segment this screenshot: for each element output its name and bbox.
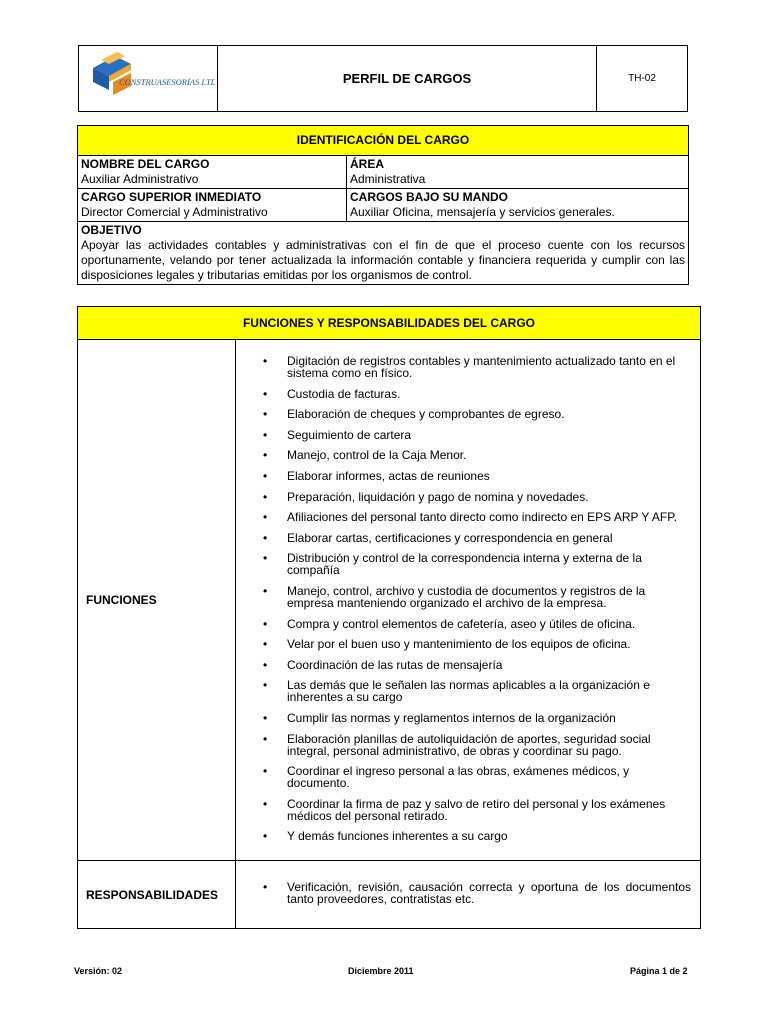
- list-item: • Seguimiento de cartera: [287, 429, 691, 441]
- bajo-mando-label: CARGOS BAJO SU MANDO: [350, 190, 509, 204]
- identification-title: IDENTIFICACIÓN DEL CARGO: [78, 126, 689, 156]
- funciones-cell: [236, 340, 701, 861]
- logo-text: CONSTRUASESORÍAS LTDA.: [119, 77, 215, 87]
- list-item: • Compra y control elementos de cafetería, aseo y útiles de oficina.: [287, 618, 691, 630]
- area-cell: [347, 156, 689, 189]
- list-item: • Verificación, revisión, causación correcta y oportuna de los documentos tanto proveedores, contratistas etc.: [287, 881, 691, 905]
- list-item: • Digitación de registros contables y mantenimiento actualizado tanto en el sistema como en físico.: [287, 355, 691, 379]
- list-item: • Preparación, liquidación y pago de nomina y novedades.: [287, 491, 691, 503]
- superior-cell: [78, 189, 347, 222]
- funciones-label: FUNCIONES: [78, 340, 236, 861]
- list-item: • Afiliaciones del personal tanto directo como indirecto en EPS ARP Y AFP.: [287, 511, 691, 523]
- page-title: PERFIL DE CARGOS: [218, 46, 597, 112]
- list-item: • Manejo, control, archivo y custodia de documentos y registros de la empresa manteniendo organizado el archivo de la empresa.: [287, 585, 691, 609]
- funciones-list: [237, 341, 699, 859]
- footer-page: Página 1 de 2: [630, 966, 688, 976]
- list-item: • Coordinar el ingreso personal a las obras, exámenes médicos, y documento.: [287, 765, 691, 789]
- functions-title: FUNCIONES Y RESPONSABILIDADES DEL CARGO: [78, 307, 701, 340]
- superior-label: CARGO SUPERIOR INMEDIATO: [81, 190, 262, 204]
- area-label: ÁREA: [350, 157, 385, 171]
- responsabilidades-list: [237, 862, 699, 928]
- document-code: TH-02: [597, 46, 688, 112]
- nombre-cell: [78, 156, 347, 189]
- area-value: Administrativa: [350, 172, 426, 186]
- functions-table: [77, 306, 701, 929]
- list-item: • Distribución y control de la correspondencia interna y externa de la compañía: [287, 552, 691, 576]
- list-item: • Elaboración de cheques y comprobantes de egreso.: [287, 408, 691, 420]
- objetivo-label: OBJETIVO: [81, 223, 142, 237]
- objetivo-text: Apoyar las actividades contables y administrativas con el fin de que el proceso cuente con los recursos oportunamente, velando por tener actualizada la información contable y financiera requerida y cumplir con las disposiciones legales y tributarias emitidas por los organismos de control.: [81, 238, 685, 282]
- list-item: • Elaboración planillas de autoliquidación de aportes, seguridad social integral, personal administrativo, de obras y coordinar su pago.: [287, 733, 691, 757]
- nombre-label: NOMBRE DEL CARGO: [81, 157, 210, 171]
- list-item: • Elaborar informes, actas de reuniones: [287, 470, 691, 482]
- responsabilidades-label: RESPONSABILIDADES: [78, 860, 236, 929]
- list-item: • Las demás que le señalen las normas aplicables a la organización e inherentes a su cargo: [287, 679, 691, 703]
- logo-cell: [79, 46, 218, 112]
- superior-value: Director Comercial y Administrativo: [81, 205, 268, 219]
- list-item: • Cumplir las normas y reglamentos internos de la organización: [287, 712, 691, 724]
- responsabilidades-cell: [236, 860, 701, 929]
- header-table: [78, 45, 688, 112]
- company-logo: [79, 46, 215, 106]
- nombre-value: Auxiliar Administrativo: [81, 172, 199, 186]
- objetivo-cell: [78, 222, 689, 285]
- list-item: • Y demás funciones inherentes a su cargo: [287, 830, 691, 842]
- list-item: • Coordinar la firma de paz y salvo de retiro del personal y los exámenes médicos del personal retirado.: [287, 798, 691, 822]
- list-item: • Velar por el buen uso y mantenimiento de los equipos de oficina.: [287, 638, 691, 650]
- bajo-mando-cell: [347, 189, 689, 222]
- list-item: • Elaborar cartas, certificaciones y correspondencia en general: [287, 532, 691, 544]
- bajo-mando-value: Auxiliar Oficina, mensajería y servicios generales.: [350, 205, 615, 219]
- footer-date: Diciembre 2011: [348, 966, 414, 976]
- footer-version: Versión: 02: [74, 966, 123, 976]
- list-item: • Custodia de facturas.: [287, 388, 691, 400]
- identification-table: [77, 125, 689, 285]
- list-item: • Coordinación de las rutas de mensajería: [287, 659, 691, 671]
- list-item: • Manejo, control de la Caja Menor.: [287, 449, 691, 461]
